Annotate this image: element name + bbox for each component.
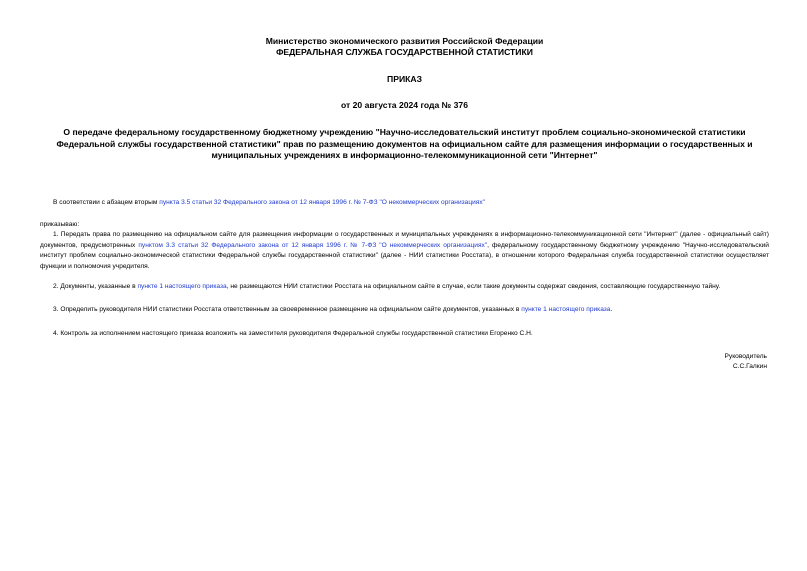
orders-word: приказываю: <box>40 220 80 228</box>
signatory-name: С.С.Галкин <box>732 363 767 371</box>
item-2-text-a: 2. Документы, указанные в <box>53 282 138 290</box>
document-title: О передаче федеральному государственному бюджетному учреждению "Научно-исследовательский институт проблем социально-экономической статистики Федеральной службы государственной статистики" прав по размещению документов на официальном сайте для размещения информации о государственных и муниципальных учреждениях в информационно-телекоммуникационной сети "Интернет" <box>56 127 753 160</box>
item-2-paragraph <box>40 282 769 292</box>
item-1-law-link[interactable]: пунктом 3.3 статьи 32 Федерального закона от 12 января 1996 г. № 7-ФЗ "О некоммерческих организациях" <box>138 241 488 249</box>
ministry-name: Министерство экономического развития Российской Федерации <box>265 36 544 46</box>
item-2-text-b: , не размещаются НИИ статистики Росстата на официальном сайте в случае, если такие документы содержат сведения, составляющие государственную тайну. <box>226 282 721 290</box>
item-2-order-link[interactable]: пункте 1 настоящего приказа <box>137 282 227 290</box>
item-3-order-link[interactable]: пункте 1 настоящего приказа <box>521 306 611 314</box>
item-1-text-b: , федеральному государственному бюджетному учреждению "Научно-исследовательский институт проблем социально-экономической статистики Федеральной службы государственной статистики" (далее - НИИ статистики Росстата), в отношении которого Федеральная служба государственной статистики осуществляет функции и полномочия учредителя. <box>40 241 769 270</box>
item-3-text-a: 3. Определить руководителя НИИ статистики Росстата ответственным за своевременное размещение на официальном сайте документов, указанных в <box>53 306 522 314</box>
signatory-position: Руководитель <box>724 353 767 360</box>
document-date-number: от 20 августа 2024 года № 376 <box>341 100 468 110</box>
item-1-text-a: 1. Передать права по размещению на официальном сайте для размещения информации о государственных и муниципальных учреждениях в информационно-телекоммуникационной сети "Интернет" (далее - официальный сайт) документов, предусмотренных <box>40 231 769 249</box>
basis-text: В соответствии с абзацем вторым <box>53 198 160 206</box>
service-name: ФЕДЕРАЛЬНАЯ СЛУЖБА ГОСУДАРСТВЕННОЙ СТАТИСТИКИ <box>276 47 533 57</box>
document-type: ПРИКАЗ <box>387 74 422 84</box>
basis-paragraph <box>40 198 769 208</box>
document-page <box>40 36 769 339</box>
signature-block <box>725 352 767 373</box>
item-3-text-b: . <box>610 306 613 314</box>
item-1-paragraph <box>40 230 769 272</box>
basis-law-link[interactable]: пункта 3.5 статьи 32 Федерального закона от 12 января 1996 г. № 7-ФЗ "О некоммерческих организациях" <box>159 198 485 206</box>
item-4-paragraph: 4. Контроль за исполнением настоящего приказа возложить на заместителя руководителя Федеральной службы государственной статистики Егоренко С.Н. <box>53 329 533 337</box>
item-3-paragraph <box>40 305 769 315</box>
